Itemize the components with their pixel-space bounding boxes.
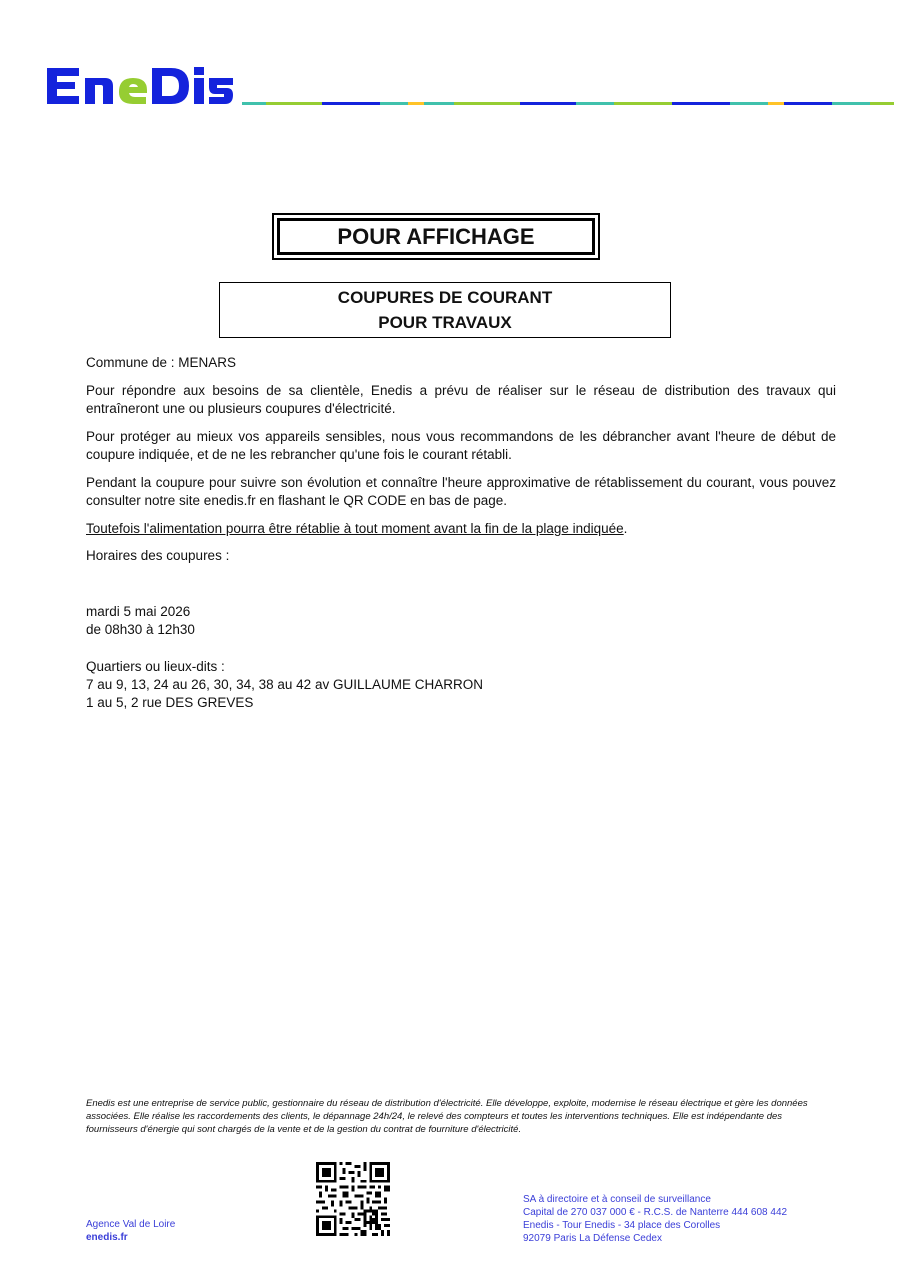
paragraph-4-end: . [623, 521, 628, 536]
pour-affichage-box [272, 213, 600, 260]
qr-code[interactable] [316, 1162, 390, 1236]
website-link[interactable]: enedis.fr [86, 1232, 128, 1243]
horaires-label: Horaires des coupures : [86, 548, 230, 563]
header-rule [242, 102, 896, 105]
legal-line-1: SA à directoire et à conseil de surveillance [523, 1194, 711, 1205]
outage-date: mardi 5 mai 2026 [86, 604, 191, 619]
commune-line: Commune de : MENARS [86, 355, 237, 370]
street-2: 1 au 5, 2 rue DES GREVES [86, 695, 254, 710]
enedis-logo [45, 62, 235, 110]
legal-line-4: 92079 Paris La Défense Cedex [523, 1233, 662, 1244]
street-1: 7 au 9, 13, 24 au 26, 30, 34, 38 au 42 av GUILLAUME CHARRON [86, 677, 483, 692]
quartiers-label: Quartiers ou lieux-dits : [86, 659, 225, 674]
legal-block [523, 1193, 787, 1245]
subtitle-box [219, 282, 671, 338]
paragraph-1: Pour répondre aux besoins de sa clientèle, Enedis a prévu de réaliser sur le réseau de distribution des travaux qui entraîneront une ou plusieurs coupures d'électricité. [86, 383, 836, 417]
page-title: POUR AFFICHAGE [277, 218, 595, 255]
agency-name: Agence Val de Loire [86, 1219, 176, 1230]
paragraph-4 [86, 520, 836, 538]
subtitle-line1: COUPURES DE COURANT [337, 288, 553, 307]
paragraph-3: Pendant la coupure pour suivre son évolution et connaître l'heure approximative de rétablissement du courant, vous pouvez consulter notre site enedis.fr en flashant le QR CODE en bas de page. [86, 475, 836, 509]
legal-line-3: Enedis - Tour Enedis - 34 place des Corolles [523, 1220, 721, 1231]
legal-line-2: Capital de 270 037 000 € - R.C.S. de Nanterre 444 608 442 [523, 1207, 788, 1218]
outage-time: de 08h30 à 12h30 [86, 622, 195, 637]
subtitle-line2: POUR TRAVAUX [378, 313, 512, 332]
paragraph-4-underlined: Toutefois l'alimentation pourra être rétablie à tout moment avant la fin de la plage indiquée [86, 521, 624, 536]
paragraph-2: Pour protéger au mieux vos appareils sensibles, nous vous recommandons de les débrancher avant l'heure de début de coupure indiquée, et de ne les rebrancher qu'une fois le courant rétabli. [86, 429, 836, 463]
footer-note: Enedis est une entreprise de service public, gestionnaire du réseau de distribution d'électricité. Elle développe, exploite, modernise le réseau électrique et gère les données associées. Elle réalise les raccordements des clients, le dépannage 24h/24, le relevé des compteurs et toutes les interventions techniques. Elle est indépendante des fournisseurs d'énergie qui sont chargés de la vente et de la gestion du contrat de fourniture d'électricité. [86, 1098, 808, 1135]
